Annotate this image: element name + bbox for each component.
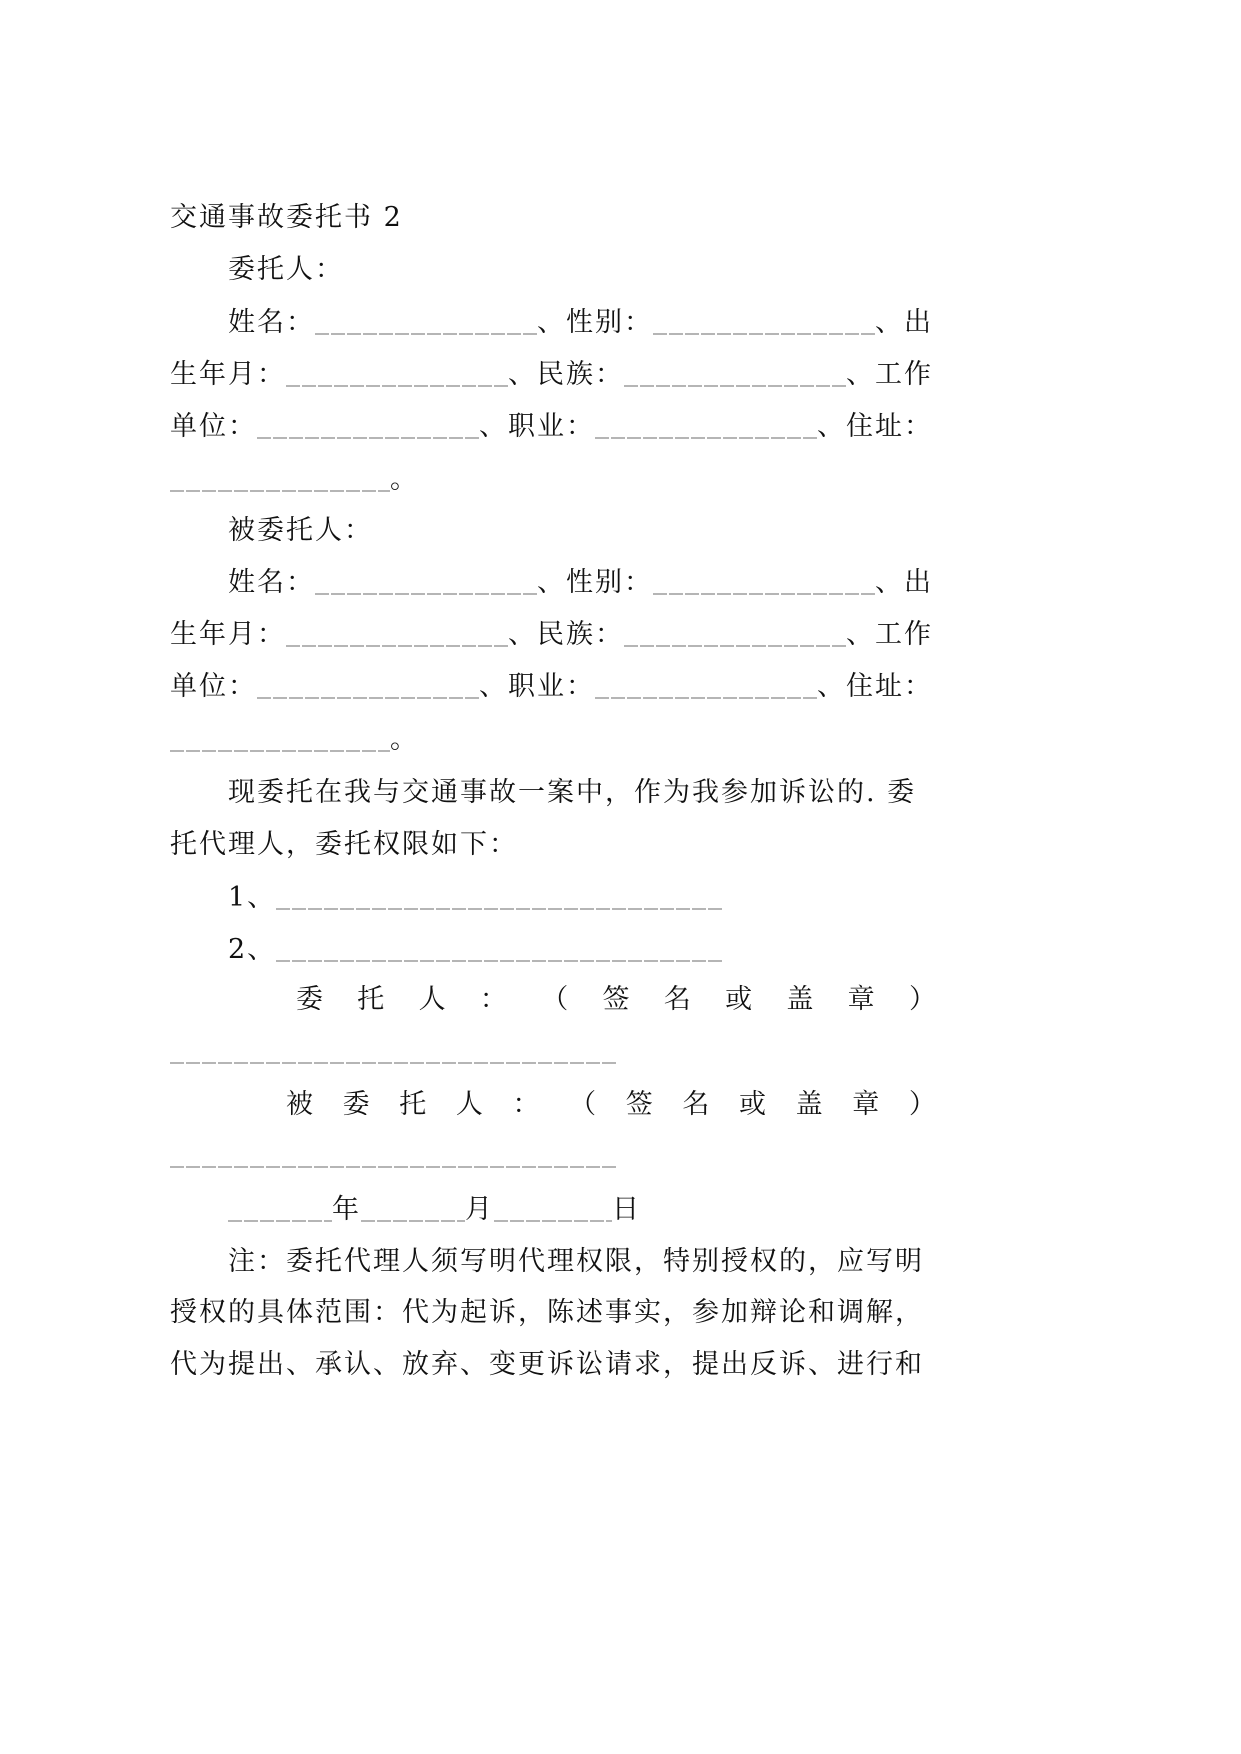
principal-name-blank[interactable] [315, 333, 537, 335]
principal-gender-blank[interactable] [653, 333, 875, 335]
agent-name-blank[interactable] [315, 593, 537, 595]
principal-line-1: 姓名： 、性别： 、出 [228, 307, 933, 338]
agent-ethnic-blank[interactable] [624, 645, 846, 647]
agent-signature-line[interactable] [170, 1166, 616, 1168]
principal-birth-blank[interactable] [286, 385, 508, 387]
agent-address-blank[interactable] [170, 750, 390, 752]
agent-line-1: 姓名： 、性别： 、出 [228, 567, 933, 598]
authority-item-1-blank[interactable] [276, 908, 722, 910]
body-paragraph-line-2: 托代理人，委托权限如下： [170, 829, 518, 860]
agent-job-blank[interactable] [595, 697, 817, 699]
authority-item-2-blank[interactable] [276, 960, 722, 962]
month-blank[interactable] [361, 1220, 465, 1222]
principal-unit-blank[interactable] [257, 437, 479, 439]
principal-signature-label: 委 托 人 ： （ 签 名 或 盖 章 ） [296, 984, 936, 1015]
agent-gender-blank[interactable] [653, 593, 875, 595]
agent-unit-blank[interactable] [257, 697, 479, 699]
document-title: 交通事故委托书 2 [170, 202, 403, 233]
authority-item-2: 2、 [228, 933, 722, 967]
note-line-2: 授权的具体范围：代为起诉，陈述事实，参加辩论和调解， [170, 1297, 924, 1328]
agent-signature-label: 被 委 托 人 ： （ 签 名 或 盖 章 ） [286, 1089, 936, 1120]
principal-line-4: 。 [170, 463, 419, 497]
note-line-1: 注：委托代理人须写明代理权限，特别授权的，应写明 [228, 1246, 924, 1277]
agent-line-3: 单位： 、职业： 、住址： [170, 671, 933, 702]
principal-heading: 委托人： [228, 254, 344, 285]
principal-job-blank[interactable] [595, 437, 817, 439]
date-line: 年 月 日 [228, 1193, 641, 1227]
agent-line-4: 。 [170, 723, 419, 757]
note-line-3: 代为提出、承认、放弃、变更诉讼请求，提出反诉、进行和 [170, 1349, 924, 1380]
principal-ethnic-blank[interactable] [624, 385, 846, 387]
agent-birth-blank[interactable] [286, 645, 508, 647]
principal-address-blank[interactable] [170, 490, 390, 492]
principal-line-2: 生年月： 、民族： 、工作 [170, 359, 933, 390]
agent-line-2: 生年月： 、民族： 、工作 [170, 619, 933, 650]
authority-item-1: 1、 [228, 881, 722, 915]
agent-heading: 被委托人： [228, 515, 373, 546]
principal-line-3: 单位： 、职业： 、住址： [170, 411, 933, 442]
day-blank[interactable] [494, 1220, 612, 1222]
year-blank[interactable] [228, 1220, 332, 1222]
principal-signature-line[interactable] [170, 1062, 616, 1064]
body-paragraph-line-1: 现委托在我与交通事故一案中，作为我参加诉讼的. 委 [228, 777, 917, 808]
